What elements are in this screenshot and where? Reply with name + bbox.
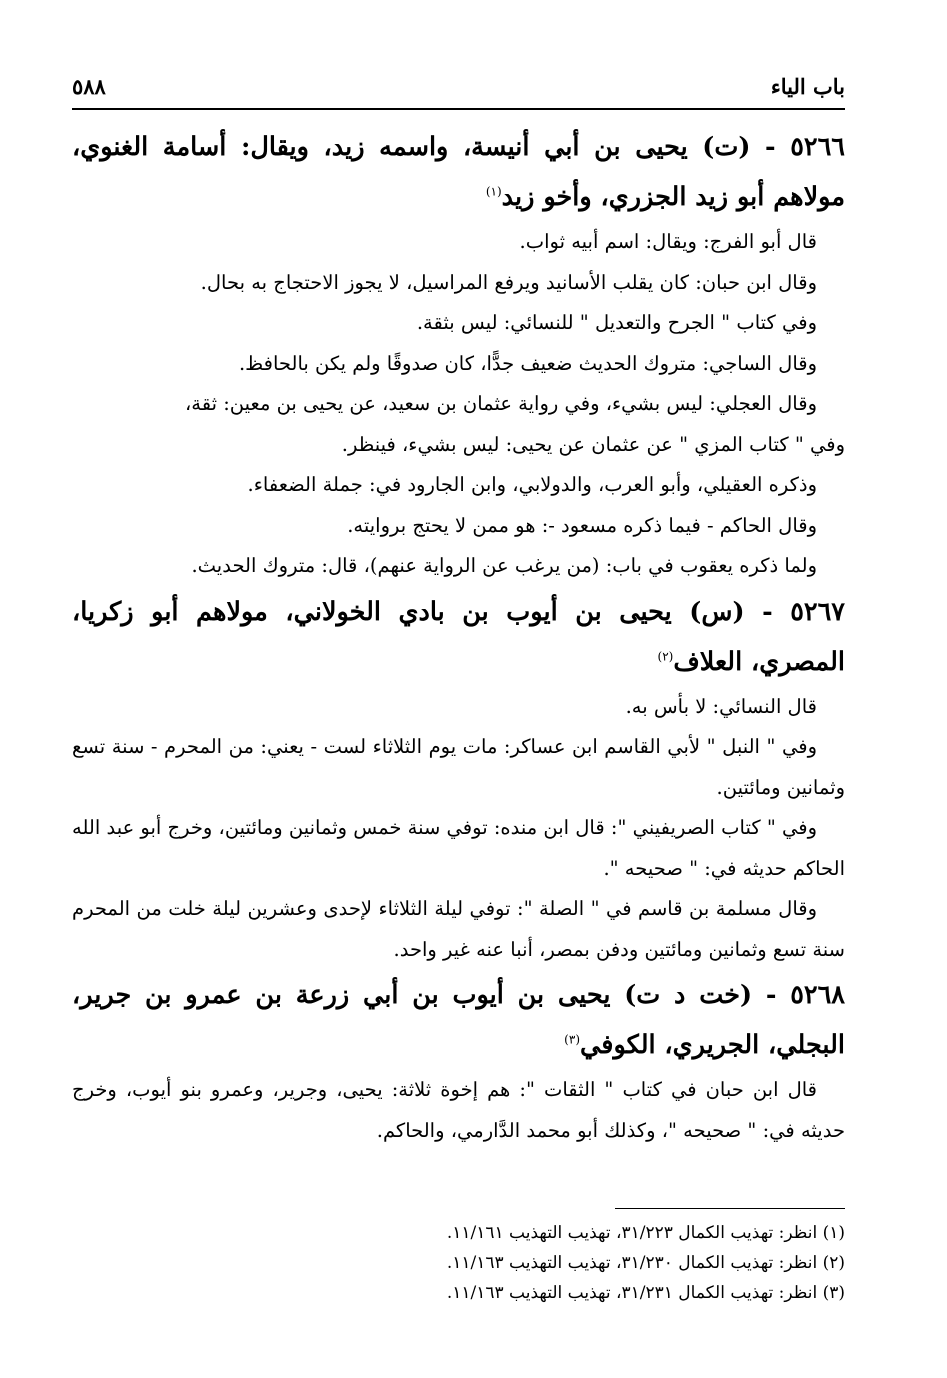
paragraph: قال ابن حبان في كتاب " الثقات ": هم إخوة ثلاثة: يحيى، وجرير، وعمرو بنو أيوب، وخرج حديثه في: " صحيحه "، وكذلك أبو محمد الدَّارمي، والحاكم. [72, 1078, 845, 1142]
paragraph: وقال مسلمة بن قاسم في " الصلة ": توفي ليلة الثلاثاء لإحدى وعشرين ليلة خلت من المحرم سنة تسع وثمانين ومائتين ودفن بمصر، أنبا عنه غير واحد. [72, 897, 845, 961]
running-header [72, 70, 845, 110]
paragraph: ولما ذكره يعقوب في باب: (من يرغب عن الرواية عنهم)، قال: متروك الحديث. [191, 554, 817, 577]
footnotes [72, 1218, 845, 1308]
entry-heading-text: ٥٢٦٧ - (س) يحيى بن أيوب بن بادي الخولاني، مولاهم أبو زكريا، المصري، العلاف [72, 596, 845, 677]
footnote-separator [615, 1208, 845, 1209]
main-text [72, 122, 845, 1151]
entry-heading-5268 [72, 970, 845, 1070]
footnote: (١) انظر: تهذيب الكمال ٣١/٢٢٣، تهذيب التهذيب ١١/١٦١. [446, 1223, 845, 1243]
entry-heading-5267 [72, 587, 845, 687]
paragraph: وفي " النبل " لأبي القاسم ابن عساكر: مات يوم الثلاثاء لست - يعني: من المحرم - سنة تسع وثمانين ومائتين. [72, 735, 845, 799]
chapter-title: باب الياء [770, 74, 845, 99]
page-number: ٥٨٨ [72, 74, 106, 99]
paragraph: قال أبو الفرج: ويقال: اسم أبيه ثواب. [519, 230, 817, 253]
entry-heading-text: ٥٢٦٦ - (ت) يحيى بن أبي أنيسة، واسمه زيد، ويقال: أسامة الغنوي، مولاهم أبو زيد الجزري، وأخو زيد [72, 132, 845, 212]
footnote-ref: (٢) [657, 649, 674, 663]
entry-heading-text: ٥٢٦٨ - (خت د ت) يحيى بن أيوب بن أبي زرعة بن عمرو بن جرير، البجلي، الجريري، الكوفي [72, 980, 845, 1060]
paragraph: وذكره العقيلي، وأبو العرب، والدولابي، وابن الجارود في: جملة الضعفاء. [247, 473, 817, 496]
paragraph: وقال ابن حبان: كان يقلب الأسانيد ويرفع المراسيل، لا يجوز الاحتجاج به بحال. [200, 270, 817, 294]
paragraph: وقال العجلي: ليس بشيء، وفي رواية عثمان بن سعيد، عن يحيى بن معين: ثقة، [185, 392, 817, 415]
footnote-ref: (١) [485, 184, 502, 199]
paragraph: وقال الساجي: متروك الحديث ضعيف جدًّا، كان صدوقًا ولم يكن بالحافظ. [238, 351, 817, 375]
paragraph: وفي " كتاب المزي " عن عثمان عن يحيى: ليس بشيء، فينظر. [341, 432, 845, 456]
footnote: (٣) انظر: تهذيب الكمال ٣١/٢٣١، تهذيب التهذيب ١١/١٦٣. [446, 1283, 845, 1303]
paragraph: وقال الحاكم - فيما ذكره مسعود -: هو ممن لا يحتج بروايته. [347, 513, 817, 537]
paragraph: قال النسائي: لا بأس به. [625, 694, 817, 718]
footnote-ref: (٣) [564, 1032, 580, 1047]
entry-heading-5266 [72, 122, 845, 222]
paragraph: وفي كتاب " الجرح والتعديل " للنسائي: ليس بثقة. [416, 311, 817, 334]
paragraph: وفي " كتاب الصريفيني ": قال ابن منده: توفي سنة خمس وثمانين ومائتين، وخرج أبو عبد الله الحاكم حديثه في: " صحيحه ". [71, 816, 845, 880]
footnote: (٢) انظر: تهذيب الكمال ٣١/٢٣٠، تهذيب التهذيب ١١/١٦٣. [446, 1253, 845, 1273]
